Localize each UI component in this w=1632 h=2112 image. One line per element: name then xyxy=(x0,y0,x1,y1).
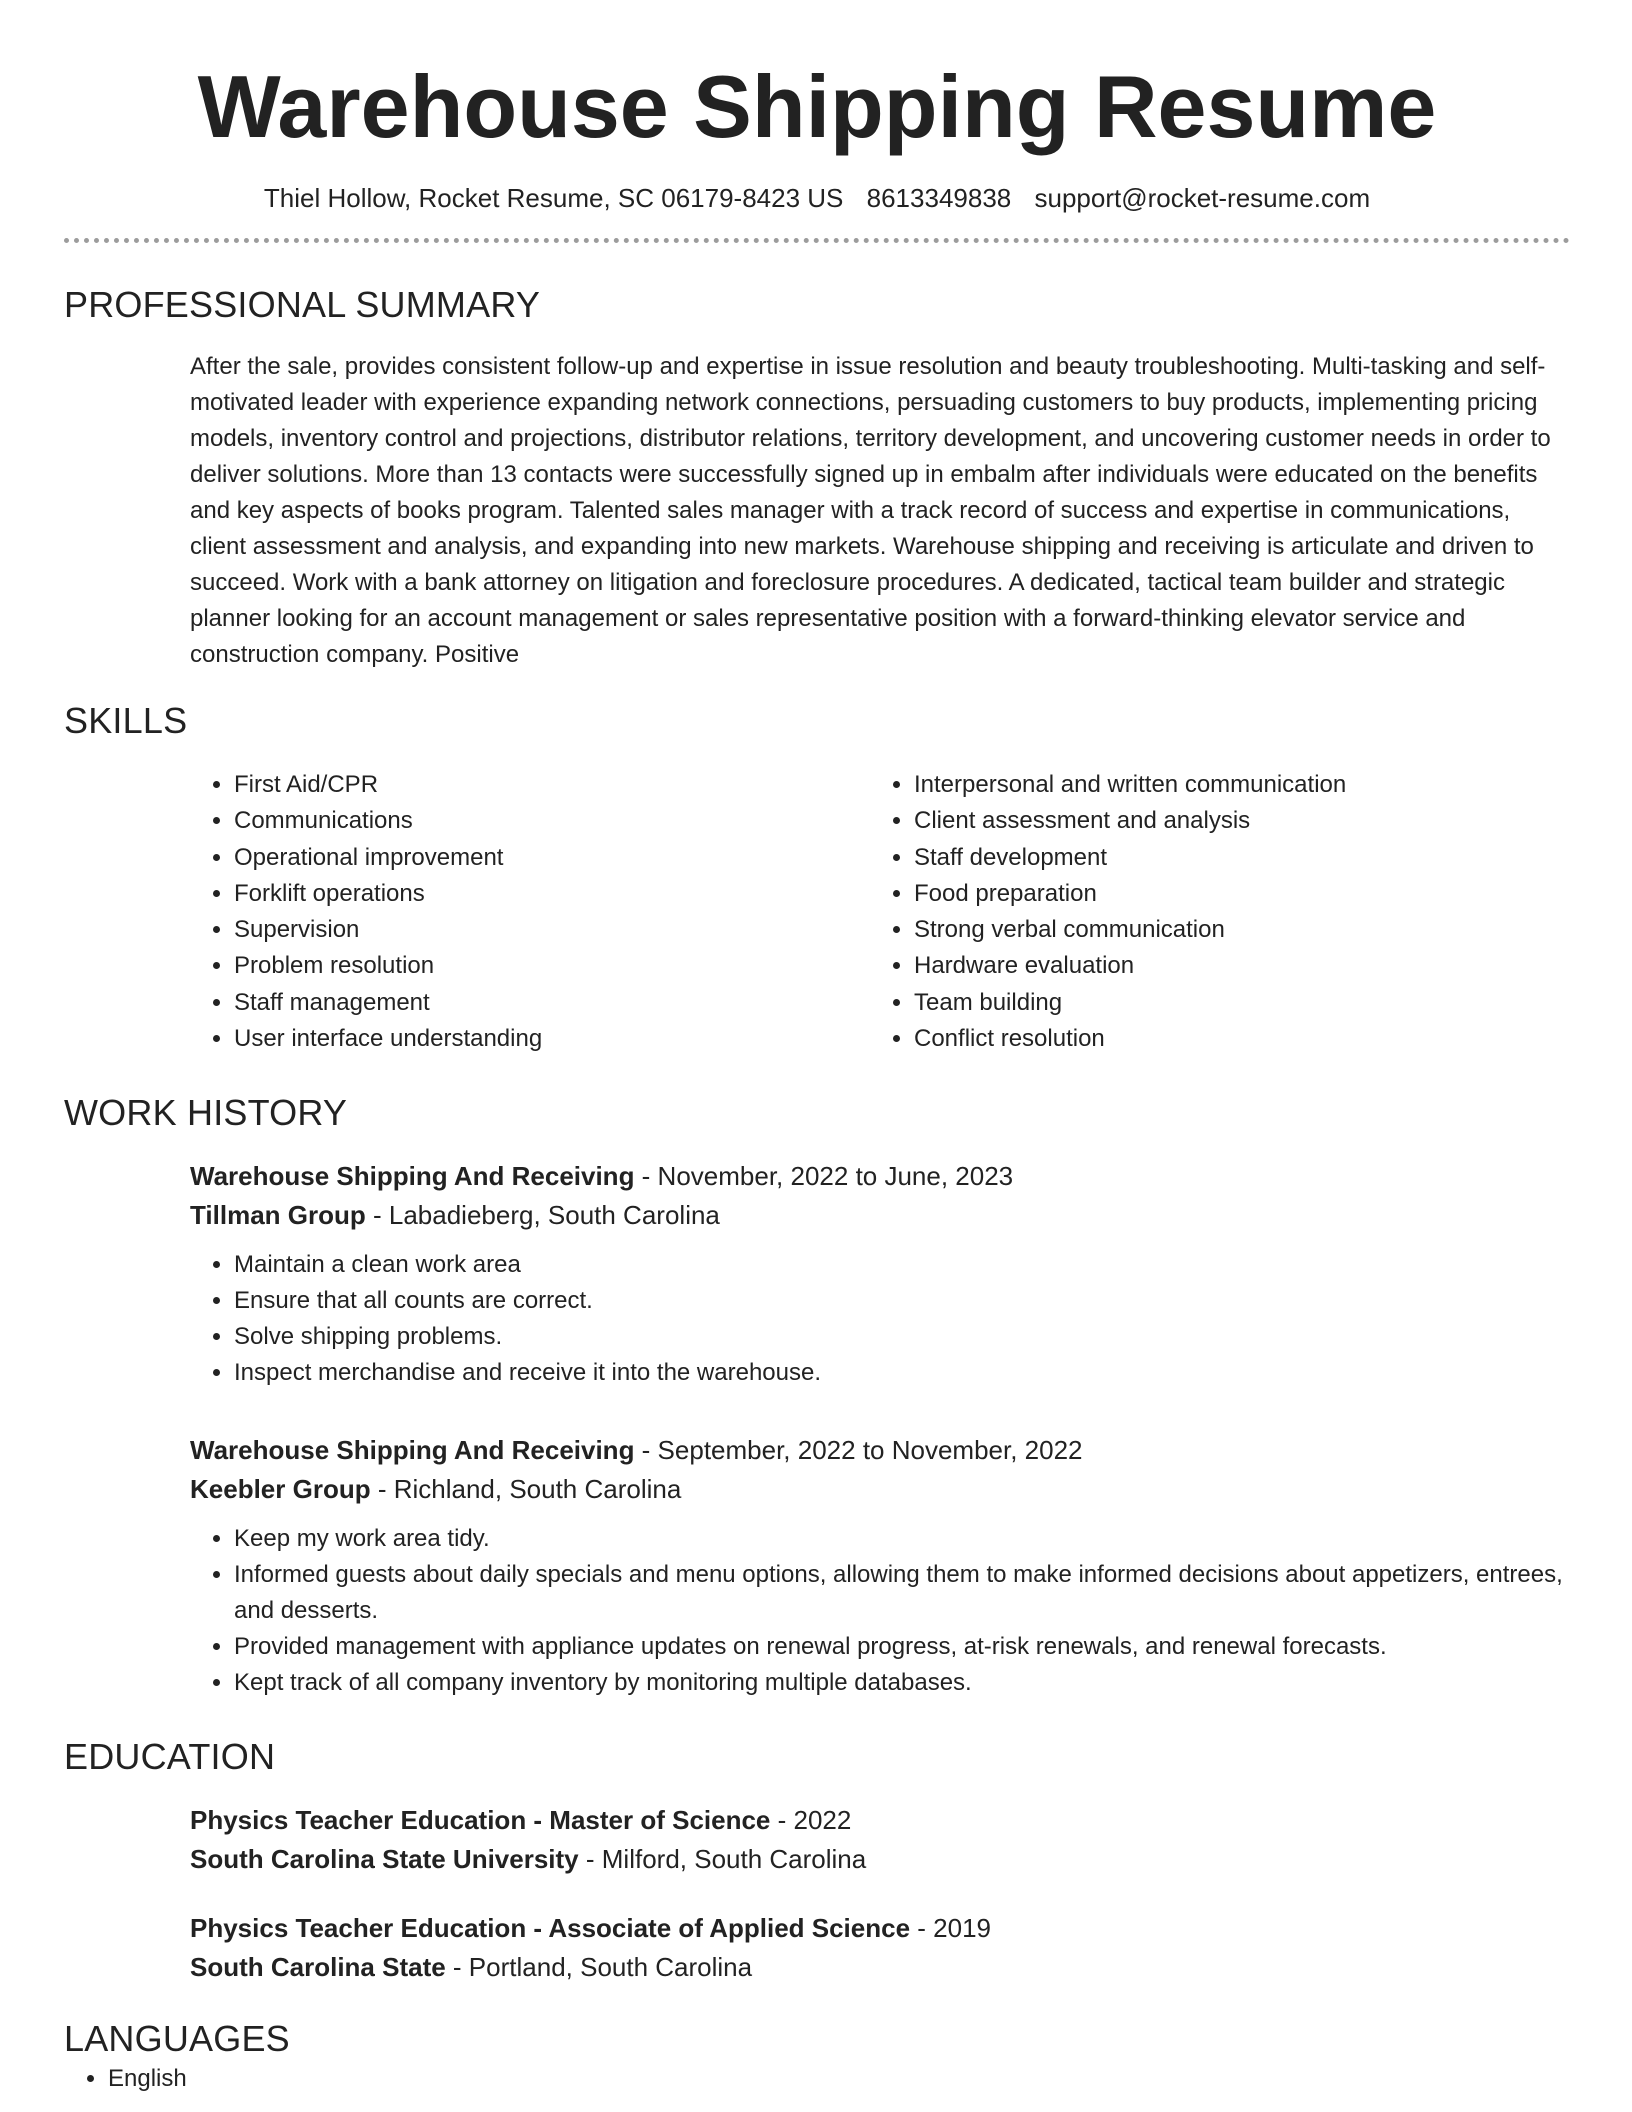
languages-section xyxy=(64,2017,1570,2097)
contact-email: support@rocket-resume.com xyxy=(1034,183,1371,213)
resume-header xyxy=(64,57,1570,243)
summary-heading: PROFESSIONAL SUMMARY xyxy=(64,284,541,325)
job-dates: - November, 2022 to June, 2023 xyxy=(634,1161,1014,1192)
resume-title: Warehouse Shipping Resume xyxy=(197,57,1437,156)
work-history-heading: WORK HISTORY xyxy=(64,1092,348,1134)
job-duty: • Maintain a clean work area xyxy=(234,1247,1570,1283)
skill-item: • Staff development xyxy=(914,840,1550,876)
job-location: - Labadieberg, South Carolina xyxy=(365,1200,720,1231)
summary-section xyxy=(64,283,1570,673)
job-duties xyxy=(190,1247,1570,1391)
skill-item: • Hardware evaluation xyxy=(914,948,1550,984)
contact-line xyxy=(64,180,1570,216)
skill-item: • Staff management xyxy=(234,985,870,1021)
job-company: Tillman Group xyxy=(190,1200,366,1231)
job-title-line xyxy=(190,1431,1570,1470)
summary-text: After the sale, provides consistent follow-up and expertise in issue resolution and beauty troubleshooting. Multi-tasking and self-motivated leader with experience expanding network connections, persuading customers to buy products, implementing pricing models, inventory control and projections, distributor relations, territory development, and uncovering customer needs in order to deliver solutions. More than 13 contacts were successfully signed up in embalm after individuals were educated on the benefits and key aspects of books program. Talented sales manager with a track record of success and expertise in communications, client assessment and analysis, and expanding into new markets. Warehouse shipping and receiving is articulate and driven to succeed. Work with a bank attorney on litigation and foreclosure procedures. A dedicated, tactical team builder and strategic planner looking for an account management or sales representative position with a forward-thinking elevator service and construction company. Positive xyxy=(190,353,1551,668)
skills-section xyxy=(64,699,1570,1057)
job-company-line xyxy=(190,1196,1570,1235)
school-location: - Milford, South Carolina xyxy=(578,1844,867,1875)
skills-grid xyxy=(190,767,1570,1057)
school-line xyxy=(190,1840,1570,1879)
job-duty: • Inspect merchandise and receive it into the warehouse. xyxy=(234,1355,1570,1391)
school-name: South Carolina State University xyxy=(190,1844,579,1875)
job-role: Warehouse Shipping And Receiving xyxy=(190,1161,635,1192)
job-duty: • Informed guests about daily specials and menu options, allowing them to make informed decisions about appetizers, entrees, and desserts. xyxy=(234,1557,1570,1629)
job-duty: • Provided management with appliance updates on renewal progress, at-risk renewals, and renewal forecasts. xyxy=(234,1629,1570,1665)
job-entry xyxy=(190,1157,1570,1391)
job-dates: - September, 2022 to November, 2022 xyxy=(634,1435,1083,1466)
job-company-line xyxy=(190,1470,1570,1509)
job-location: - Richland, South Carolina xyxy=(370,1474,682,1505)
education-heading: EDUCATION xyxy=(64,1736,276,1778)
job-duty: • Solve shipping problems. xyxy=(234,1319,1570,1355)
education-entry xyxy=(190,1909,1570,1987)
skill-item: • Problem resolution xyxy=(234,948,870,984)
degree-year: - 2019 xyxy=(910,1913,991,1944)
education-section xyxy=(64,1735,1570,1987)
languages-heading: LANGUAGES xyxy=(64,2018,290,2060)
degree-line xyxy=(190,1801,1570,1840)
contact-address: Thiel Hollow, Rocket Resume, SC 06179-8423 US xyxy=(263,183,844,213)
skill-item: • Team building xyxy=(914,985,1550,1021)
job-duty: • Kept track of all company inventory by monitoring multiple databases. xyxy=(234,1665,1570,1701)
work-history-section xyxy=(64,1091,1570,1701)
skill-item: • Operational improvement xyxy=(234,840,870,876)
job-title-line xyxy=(190,1157,1570,1196)
school-location: - Portland, South Carolina xyxy=(445,1952,753,1983)
contact-phone: 8613349838 xyxy=(866,183,1012,213)
skill-item: • Food preparation xyxy=(914,876,1550,912)
job-duties xyxy=(190,1521,1570,1701)
job-duty: • Keep my work area tidy. xyxy=(234,1521,1570,1557)
skill-item: • User interface understanding xyxy=(234,1021,870,1057)
school-line xyxy=(190,1948,1570,1987)
header-divider xyxy=(64,238,1570,243)
skill-item: • Strong verbal communication xyxy=(914,912,1550,948)
skill-item: • Communications xyxy=(234,803,870,839)
skill-item: • Interpersonal and written communication xyxy=(914,767,1550,803)
languages-list xyxy=(64,2061,1570,2097)
language-item: • English xyxy=(108,2061,1570,2097)
skills-column-right xyxy=(870,767,1550,1057)
job-duty: • Ensure that all counts are correct. xyxy=(234,1283,1570,1319)
skill-item: • Client assessment and analysis xyxy=(914,803,1550,839)
skill-item: • First Aid/CPR xyxy=(234,767,870,803)
skills-heading: SKILLS xyxy=(64,700,188,741)
job-role: Warehouse Shipping And Receiving xyxy=(190,1435,635,1466)
degree-line xyxy=(190,1909,1570,1948)
education-entry xyxy=(190,1801,1570,1879)
resume-page xyxy=(64,0,1570,2097)
skill-item: • Supervision xyxy=(234,912,870,948)
skill-item: • Conflict resolution xyxy=(914,1021,1550,1057)
school-name: South Carolina State xyxy=(190,1952,446,1983)
job-company: Keebler Group xyxy=(190,1474,371,1505)
degree-name: Physics Teacher Education - Associate of Applied Science xyxy=(190,1913,911,1944)
degree-year: - 2022 xyxy=(770,1805,852,1836)
job-entry xyxy=(190,1431,1570,1701)
skill-item: • Forklift operations xyxy=(234,876,870,912)
skills-column-left xyxy=(190,767,870,1057)
degree-name: Physics Teacher Education - Master of Science xyxy=(190,1805,771,1836)
